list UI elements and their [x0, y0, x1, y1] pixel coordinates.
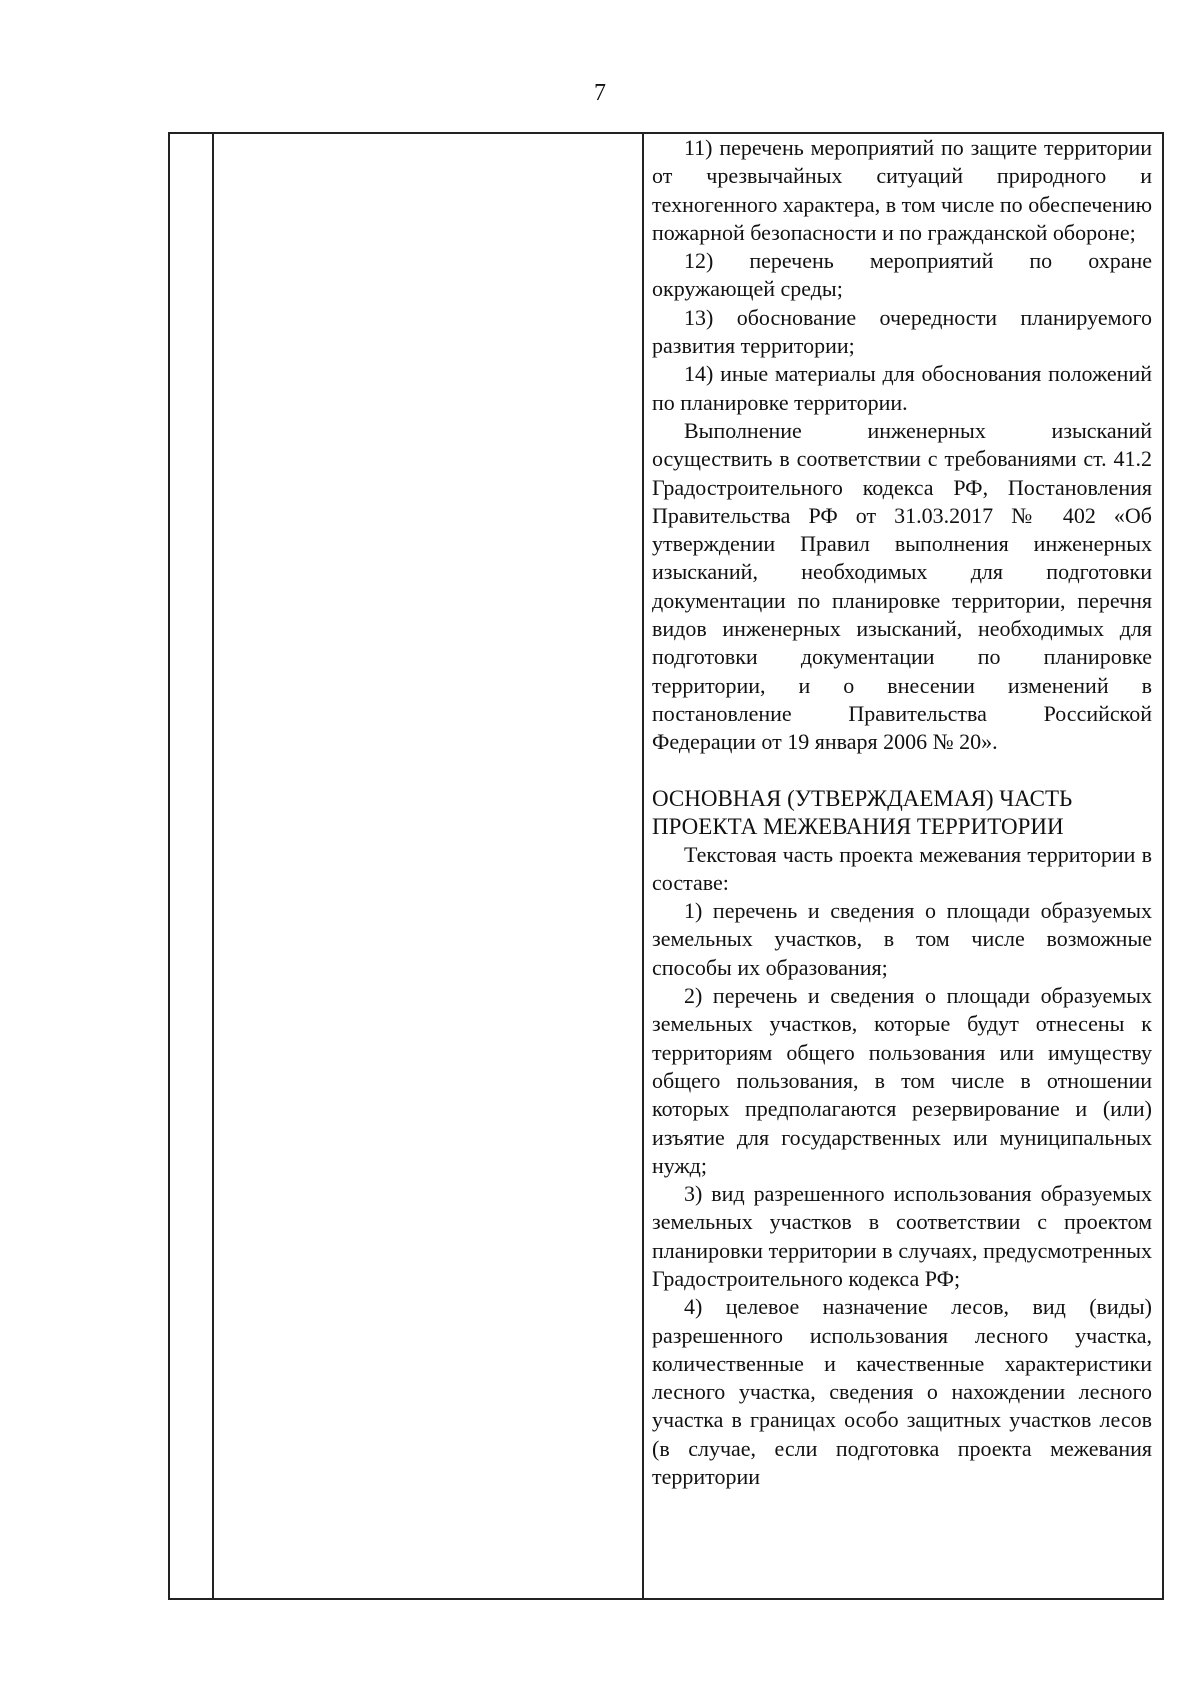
table-column-divider — [212, 134, 214, 1598]
paragraph-item-14: 14) иные материалы для обоснования положений по планировке территории. — [652, 361, 1152, 415]
paragraph-item-3: 3) вид разрешенного использования образуемых земельных участков в соответствии с проектом планировки территории в случаях, предусмотренных Градостроительного кодекса РФ; — [652, 1181, 1152, 1291]
section-heading: ОСНОВНАЯ (УТВЕРЖДАЕМАЯ) ЧАСТЬ ПРОЕКТА МЕЖЕВАНИЯ ТЕРРИТОРИИ — [652, 785, 1073, 839]
page-number: 7 — [594, 80, 606, 106]
document-table — [168, 132, 1164, 1600]
paragraph-item-12: 12) перечень мероприятий по охране окружающей среды; — [652, 248, 1152, 302]
table-column-divider — [642, 134, 644, 1598]
paragraph-item-4: 4) целевое назначение лесов, вид (виды) разрешенного использования лесного участка, количественные и качественные характеристики лесного участка, сведения о нахождении лесного участка в границах особо защитных участков лесов (в случае, если подготовка проекта межевания территории — [652, 1294, 1152, 1490]
paragraph-engineering-surveys: Выполнение инженерных изысканий осуществить в соответствии с требованиями ст. 41.2 Градостроительного кодекса РФ, Постановления Правительства РФ от 31.03.2017 № 402 «Об утверждении Правил выполнения инженерных изысканий, необходимых для подготовки документации по планировке территории, перечня видов инженерных изысканий, необходимых для подготовки документации по планировке территории, и о внесении изменений в постановление Правительства Российской Федерации от 19 января 2006 № 20». — [652, 417, 1152, 755]
paragraph-item-11: 11) перечень мероприятий по защите территории от чрезвычайных ситуаций природного и техногенного характера, в том числе по обеспечению пожарной безопасности и по гражданской обороне; — [652, 135, 1152, 245]
paragraph-item-2: 2) перечень и сведения о площади образуемых земельных участков, которые будут отнесены к территориям общего пользования или имуществу общего пользования, в том числе в отношении которых предполагаются резервирование и (или) изъятие для государственных или муниципальных нужд; — [652, 983, 1152, 1178]
paragraph-item-1: 1) перечень и сведения о площади образуемых земельных участков, в том числе возможные способы их образования; — [652, 898, 1152, 980]
table-cell-text — [652, 134, 1152, 1491]
paragraph-item-13: 13) обоснование очередности планируемого развития территории; — [652, 304, 1152, 359]
paragraph-text-part: Текстовая часть проекта межевания территории в составе: — [652, 841, 1152, 895]
